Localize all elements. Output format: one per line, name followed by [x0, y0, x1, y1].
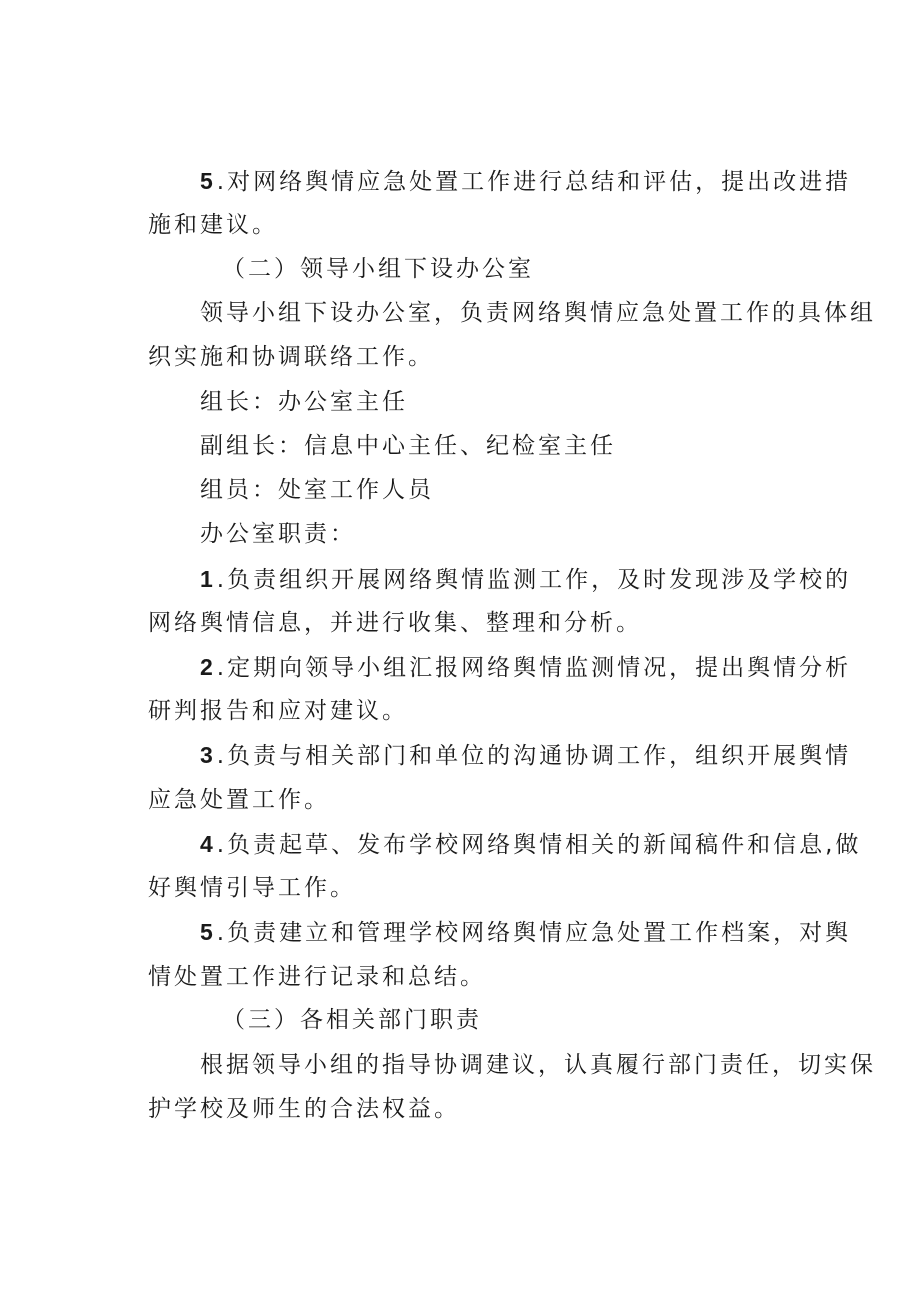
duty-5-line-1: 5 .负责建立和管理学校网络舆情应急处置工作档案，对舆 — [200, 919, 852, 946]
duty-4-line-2: 好舆情引导工作。 — [148, 875, 356, 901]
section-3-heading: （三）各相关部门职责 — [222, 1007, 482, 1033]
duty-2-line-2: 研判报告和应对建议。 — [148, 698, 408, 724]
duty-1-line-1: 1 .负责组织开展网络舆情监测工作，及时发现涉及学校的 — [200, 566, 852, 593]
item-5-line-1: 5 .对网络舆情应急处置工作进行总结和评估，提出改进措 — [200, 168, 852, 195]
leader-line: 组长：办公室主任 — [200, 389, 408, 415]
section-2-heading: （二）领导小组下设办公室 — [222, 256, 534, 282]
duty-number: 1 — [200, 566, 213, 592]
duty-number: 3 — [200, 742, 213, 768]
section-2-intro-line-2: 织实施和协调联络工作。 — [148, 344, 434, 370]
duty-number: 2 — [200, 654, 213, 680]
deputy-leader-line: 副组长：信息中心主任、纪检室主任 — [200, 433, 616, 459]
duty-number: 5 — [200, 919, 213, 945]
duty-5-line-2: 情处置工作进行记录和总结。 — [148, 964, 486, 990]
item-5-line-2: 施和建议。 — [148, 212, 278, 238]
duty-4-line-1: 4 .负责起草、发布学校网络舆情相关的新闻稿件和信息,做 — [200, 831, 862, 858]
section-2-intro-line-1: 领导小组下设办公室，负责网络舆情应急处置工作的具体组 — [200, 300, 876, 326]
section-3-body-line-1: 根据领导小组的指导协调建议，认真履行部门责任，切实保 — [200, 1052, 876, 1078]
duty-3-line-2: 应急处置工作。 — [148, 787, 330, 813]
duty-1-line-2: 网络舆情信息，并进行收集、整理和分析。 — [148, 610, 642, 636]
section-3-body-line-2: 护学校及师生的合法权益。 — [148, 1096, 460, 1122]
members-line: 组员：处室工作人员 — [200, 477, 434, 503]
duty-2-line-1: 2 .定期向领导小组汇报网络舆情监测情况，提出舆情分析 — [200, 654, 852, 681]
item-number: 5 — [200, 168, 213, 194]
duty-3-line-1: 3 .负责与相关部门和单位的沟通协调工作，组织开展舆情 — [200, 742, 852, 769]
duty-number: 4 — [200, 831, 213, 857]
duties-title: 办公室职责： — [200, 521, 356, 547]
